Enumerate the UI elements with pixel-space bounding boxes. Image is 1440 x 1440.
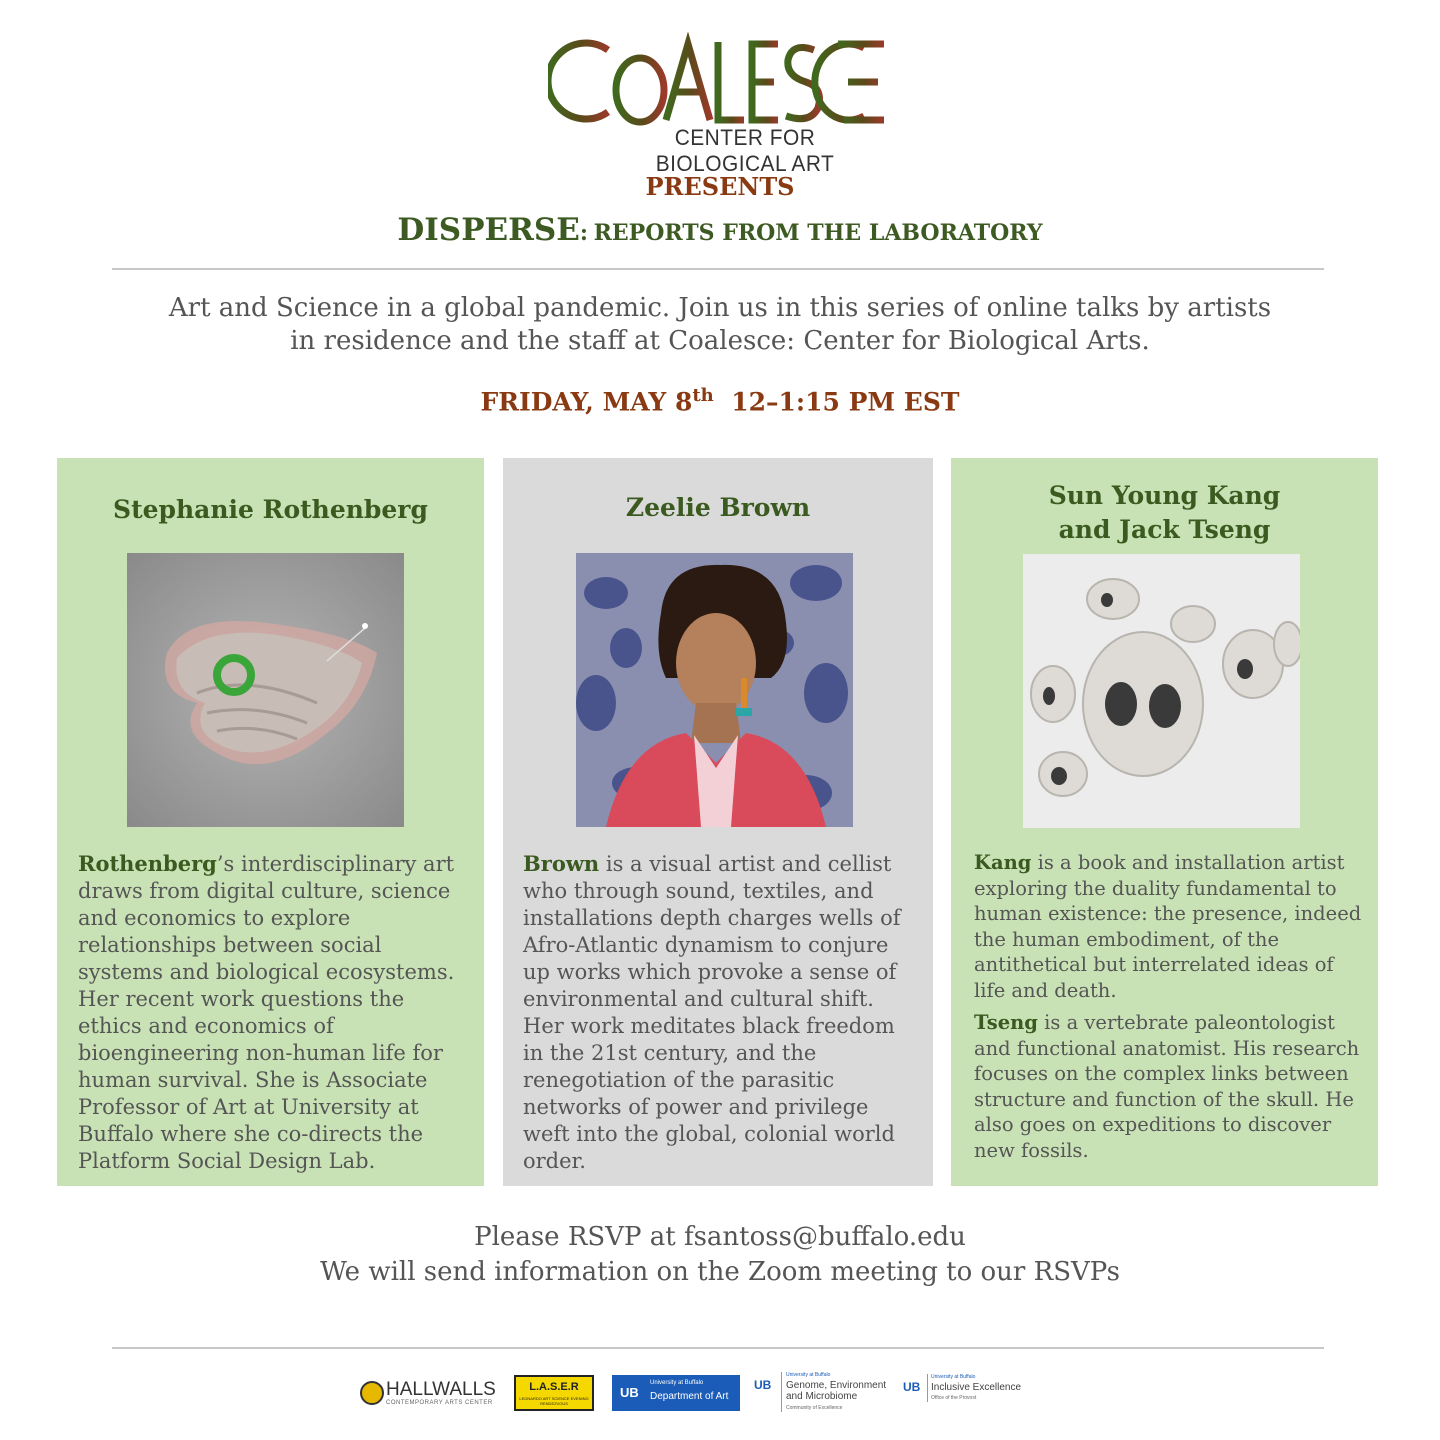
speaker-bio-text: is a vertebrate paleontologist and functional anatomist. His research focuses on the complex links between structure and function of the skull. He also goes on expeditions to discover new fossils. bbox=[974, 1011, 1360, 1162]
laser-subtext: LEONARDO ART SCIENCE EVENING RENDEZVOUS bbox=[519, 1396, 589, 1406]
speaker-bio-text: ’s interdisciplinary art draws from digital culture, science and economics to explore relationships between social systems and biological ecosystems. Her recent work questions the ethics and economics of bioengineering non-human life for human survival. She is Associate Professor of Art at University at Buffalo where she co-directs the Platform Social Design Lab. bbox=[78, 852, 455, 1173]
speaker-card-rothenberg bbox=[57, 458, 484, 1186]
speaker-bio-lead: Rothenberg bbox=[78, 851, 217, 876]
hallwalls-logo bbox=[360, 1379, 500, 1409]
divider-bottom bbox=[112, 1347, 1324, 1349]
speaker-bio-lead: Brown bbox=[523, 851, 600, 876]
speaker-bio bbox=[974, 850, 1364, 1163]
ub-mark-icon: UB bbox=[620, 1385, 639, 1400]
ub-small-text: University at Buffalo bbox=[650, 1380, 704, 1386]
event-title bbox=[0, 212, 1440, 248]
ub-genome-logo bbox=[754, 1372, 894, 1414]
intro-text: Art and Science in a global pandemic. Join us in this series of online talks by artists in residence and the staff at Coalesce: Center for Biological Arts. bbox=[168, 293, 1272, 356]
ub-mark-icon: UB bbox=[903, 1380, 921, 1394]
speaker-bio-lead: Kang bbox=[974, 851, 1032, 874]
ub-genome-text bbox=[786, 1380, 886, 1402]
ub-small-text: University at Buffalo bbox=[931, 1374, 976, 1380]
logo-divider bbox=[927, 1374, 928, 1402]
ub-small-text: University at Buffalo bbox=[786, 1372, 831, 1378]
ub-inclusive-excellence-logo bbox=[903, 1374, 1023, 1404]
event-date-day: FRIDAY, MAY 8 bbox=[480, 387, 693, 417]
ub-inclusive-text: Inclusive Excellence bbox=[931, 1382, 1022, 1393]
rsvp-info bbox=[0, 1220, 1440, 1290]
speaker-name-line1: Sun Young Kang bbox=[1048, 481, 1281, 510]
ub-genome-subtext: Community of Excellence bbox=[786, 1405, 843, 1411]
speaker-card-brown bbox=[503, 458, 933, 1186]
event-date bbox=[0, 385, 1440, 416]
laser-text: L.A.S.E.R bbox=[529, 1381, 579, 1393]
ub-mark-icon: UB bbox=[754, 1378, 772, 1392]
speaker-image-brown bbox=[576, 553, 853, 827]
logo-subtitle: CENTER FOR BIOLOGICAL ART bbox=[655, 125, 835, 176]
ub-genome-line1: Genome, Environment bbox=[786, 1380, 887, 1391]
speaker-image-kang-tseng bbox=[1023, 554, 1300, 828]
speaker-name: Stephanie Rothenberg bbox=[113, 495, 428, 524]
speaker-card-kang-tseng bbox=[951, 458, 1378, 1186]
hallwalls-text: HALLWALLS bbox=[386, 1379, 496, 1400]
hallwalls-icon bbox=[360, 1381, 384, 1405]
ub-inclusive-subtext: Office of the Provost bbox=[931, 1395, 977, 1401]
event-date-suffix: th bbox=[692, 385, 714, 406]
speaker-bio bbox=[523, 850, 919, 1175]
event-date-time: 12–1:15 PM EST bbox=[731, 387, 960, 417]
event-title-subtitle: REPORTS FROM THE LABORATORY bbox=[593, 220, 1043, 246]
speaker-bio-lead: Tseng bbox=[974, 1011, 1038, 1034]
ub-department-text: Department of Art bbox=[650, 1391, 729, 1402]
speaker-image-rothenberg bbox=[127, 553, 404, 827]
hallwalls-subtext: CONTEMPORARY ARTS CENTER bbox=[386, 1400, 493, 1406]
speaker-name bbox=[951, 479, 1378, 547]
speaker-name: Zeelie Brown bbox=[625, 493, 811, 522]
speaker-bio-tseng bbox=[974, 1010, 1364, 1163]
coalesce-logo bbox=[548, 32, 888, 127]
event-title-main: DISPERSE bbox=[397, 212, 580, 248]
ub-department-of-art-logo bbox=[612, 1375, 740, 1411]
speaker-bio-text: is a visual artist and cellist who through sound, textiles, and installations depth charges wells of Afro-Atlantic dynamism to conjure up works which provoke a sense of environmental and cultural shift. Her work meditates black freedom in the 21st century, and the renegotiation of the parasitic networks of power and privilege weft into the global, colonial world order. bbox=[523, 852, 901, 1173]
speaker-bio-kang bbox=[974, 850, 1364, 1003]
logo-divider bbox=[781, 1372, 782, 1412]
laser-logo bbox=[514, 1375, 594, 1411]
rsvp-zoom-note: We will send information on the Zoom meeting to our RSVPs bbox=[320, 1257, 1120, 1287]
speaker-bio-text: is a book and installation artist exploring the duality fundamental to human existence: the presence, indeed the human embodiment, of the antithetical but interrelated ideas of life and death. bbox=[974, 851, 1362, 1002]
rsvp-line: Please RSVP at fsantoss@buffalo.edu bbox=[474, 1222, 966, 1252]
event-title-separator: : bbox=[579, 220, 589, 246]
ub-genome-line2: and Microbiome bbox=[786, 1391, 858, 1402]
divider-top bbox=[112, 268, 1324, 270]
presents-label: PRESENTS bbox=[645, 172, 795, 201]
speaker-bio bbox=[78, 850, 468, 1175]
speaker-name-line2: and Jack Tseng bbox=[1058, 515, 1271, 544]
